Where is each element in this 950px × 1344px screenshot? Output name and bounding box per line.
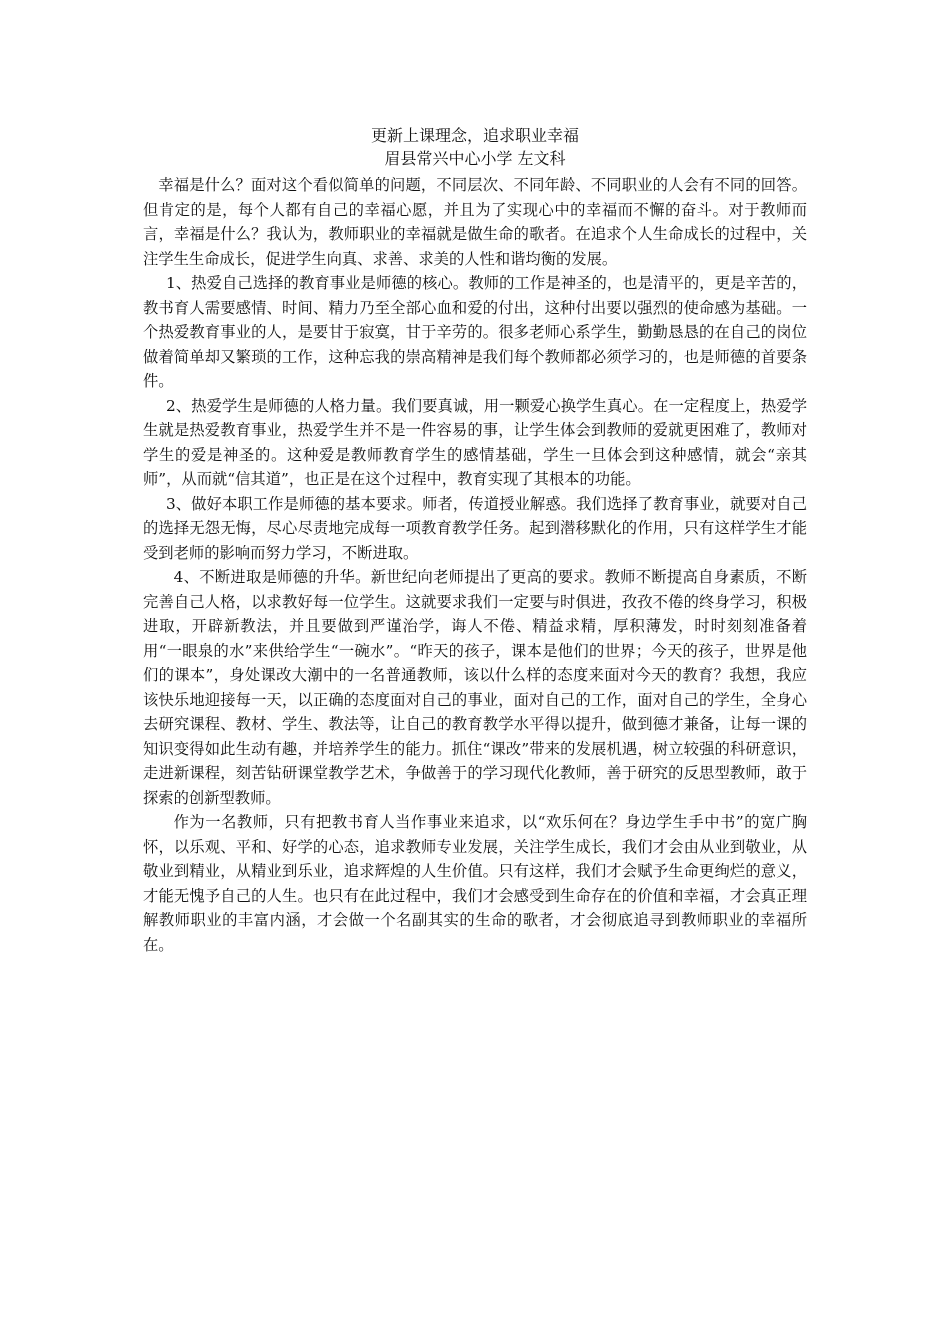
document-page: [143, 124, 807, 957]
document-author: 眉县常兴中心小学 左文科: [384, 149, 566, 168]
paragraph-point-2: 2、热爱学生是师德的人格力量。我们要真诚，用一颗爱心换学生真心。在一定程度上，热爱学生就是热爱教育事业，热爱学生并不是一件容易的事，让学生体会到教师的爱就更困难了，教师对学生的爱是神圣的。这种爱是教师教育学生的感情基础，学生一旦体会到这种感情，就会“亲其师”，从而就“信其道”，也正是在这个过程中，教育实现了其根本的功能。: [143, 396, 807, 488]
paragraph-point-3: 3、做好本职工作是师德的基本要求。师者，传道授业解惑。我们选择了教育事业，就要对自己的选择无怨无悔，尽心尽责地完成每一项教育教学任务。起到潜移默化的作用，只有这样学生才能受到老师的影响而努力学习，不断进取。: [143, 494, 807, 562]
paragraph-intro: 幸福是什么？面对这个看似简单的问题，不同层次、不同年龄、不同职业的人会有不同的回答。但肯定的是，每个人都有自己的幸福心愿，并且为了实现心中的幸福而不懈的奋斗。对于教师而言，幸福是什么？我认为，教师职业的幸福就是做生命的歌者。在追求个人生命成长的过程中，关注学生生命成长，促进学生向真、求善、求美的人性和谐均衡的发展。: [143, 176, 807, 268]
document-title: 更新上课理念，追求职业幸福: [370, 126, 579, 145]
paragraph-point-4: 4、不断进取是师德的升华。新世纪向老师提出了更高的要求。教师不断提高自身素质，不断完善自己人格，以求教好每一位学生。这就要求我们一定要与时俱进，孜孜不倦的终身学习，积极进取，开辟新教法，并且要做到严谨治学，诲人不倦、精益求精，厚积薄发，时时刻刻准备着用“一眼泉的水”来供给学生“一碗水”。“昨天的孩子，课本是他们的世界；今天的孩子，世界是他们的课本”，身处课改大潮中的一名普通教师，该以什么样的态度来面对今天的教育？我想，我应该快乐地迎接每一天，以正确的态度面对自己的事业，面对自己的工作，面对自己的学生，全身心去研究课程、教材、学生、教法等，让自己的教育教学水平得以提升，做到德才兼备，让每一课的知识变得如此生动有趣，并培养学生的能力。抓住“课改”带来的发展机遇，树立较强的科研意识，走进新课程，刻苦钻研课堂教学艺术，争做善于的学习现代化教师，善于研究的反思型教师，敢于探索的创新型教师。: [143, 568, 807, 807]
paragraph-point-1: 1、热爱自己选择的教育事业是师德的核心。教师的工作是神圣的，也是清平的，更是辛苦的，教书育人需要感情、时间、精力乃至全部心血和爱的付出，这种付出要以强烈的使命感为基础。一个热爱教育事业的人，是要甘于寂寞，甘于辛劳的。很多老师心系学生，勤勤恳恳的在自己的岗位做着简单却又繁琐的工作，这种忘我的崇高精神是我们每个教师都必须学习的，也是师德的首要条件。: [143, 274, 807, 390]
paragraph-conclusion: 作为一名教师，只有把教书育人当作事业来追求，以“欢乐何在？身边学生手中书”的宽广胸怀，以乐观、平和、好学的心态，追求教师专业发展，关注学生成长，我们才会由从业到敬业，从敬业到精业，从精业到乐业，追求辉煌的人生价值。只有这样，我们才会赋予生命更绚烂的意义，才能无愧予自己的人生。也只有在此过程中，我们才会感受到生命存在的价值和幸福，才会真正理解教师职业的丰富内涵，才会做一个名副其实的生命的歌者，才会彻底追寻到教师职业的幸福所在。: [143, 813, 807, 954]
